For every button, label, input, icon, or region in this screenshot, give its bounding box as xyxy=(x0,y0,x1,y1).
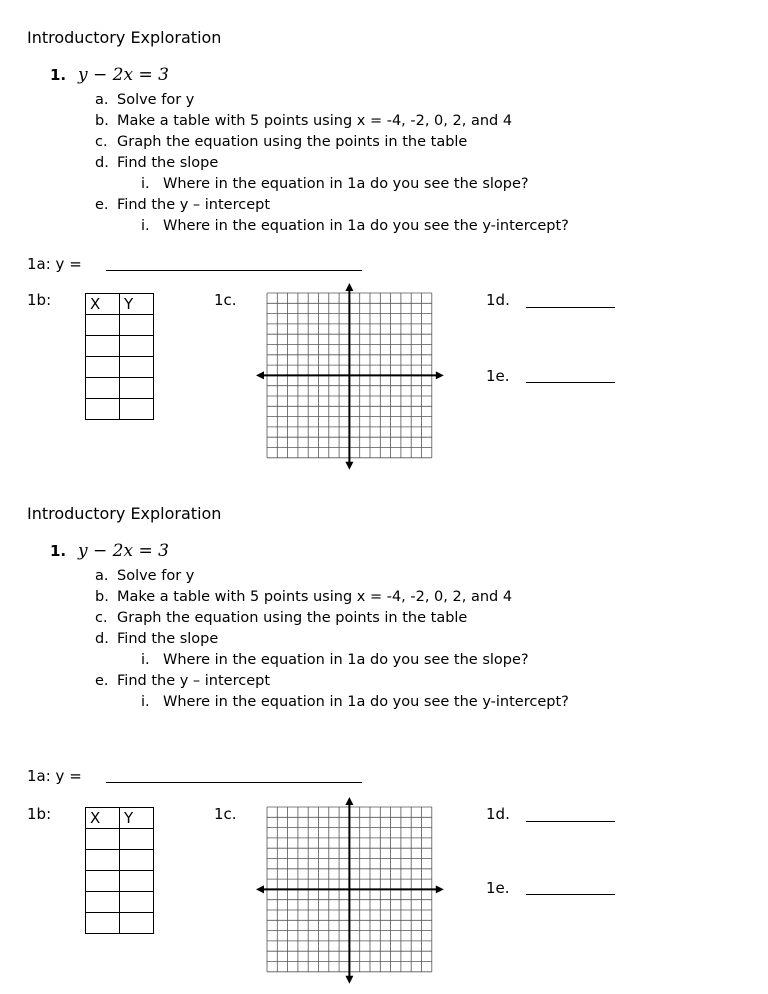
xy-table xyxy=(85,807,154,934)
answer-1c-label: 1c. xyxy=(214,805,237,823)
answer-1b-label: 1b: xyxy=(27,291,52,309)
part-d-text: Find the slope xyxy=(117,631,219,647)
y-axis-arrow-down-icon xyxy=(345,462,353,470)
table-cell[interactable] xyxy=(86,892,120,913)
part-e-text: Find the y – intercept xyxy=(117,197,271,213)
part-d-i-label: i. xyxy=(141,176,150,192)
part-c-label: c. xyxy=(95,134,108,150)
part-e-label: e. xyxy=(95,673,109,689)
answer-1a-blank[interactable] xyxy=(106,782,362,783)
part-e-i-text: Where in the equation in 1a do you see the y-intercept? xyxy=(163,218,569,234)
part-e-text: Find the y – intercept xyxy=(117,673,271,689)
table-cell[interactable] xyxy=(120,357,154,378)
x-axis-arrow-left-icon xyxy=(256,371,264,379)
table-row xyxy=(86,892,154,913)
table-cell[interactable] xyxy=(120,829,154,850)
part-a-label: a. xyxy=(95,92,109,108)
part-c-text: Graph the equation using the points in the table xyxy=(117,610,468,626)
table-header-row xyxy=(86,294,154,315)
table-cell[interactable] xyxy=(120,850,154,871)
table-cell[interactable] xyxy=(86,913,120,934)
table-cell[interactable] xyxy=(120,399,154,420)
x-axis-arrow-right-icon xyxy=(436,885,444,893)
part-e-label: e. xyxy=(95,197,109,213)
part-d-text: Find the slope xyxy=(117,155,219,171)
y-axis-arrow-down-icon xyxy=(345,976,353,984)
table-cell[interactable] xyxy=(86,378,120,399)
part-a-label: a. xyxy=(95,568,109,584)
problem-number: 1. xyxy=(50,66,67,84)
part-a-text: Solve for y xyxy=(117,92,195,108)
table-cell[interactable] xyxy=(120,378,154,399)
table-row xyxy=(86,871,154,892)
table-header-y: Y xyxy=(120,294,154,315)
answer-1d-blank[interactable] xyxy=(526,821,615,822)
answer-1e-blank[interactable] xyxy=(526,382,615,383)
coordinate-grid[interactable] xyxy=(256,283,446,471)
table-row xyxy=(86,913,154,934)
answer-1a-blank[interactable] xyxy=(106,270,362,271)
answer-1a-label: 1a: y = xyxy=(27,255,82,273)
table-row xyxy=(86,850,154,871)
table-cell[interactable] xyxy=(120,336,154,357)
answer-1c-label: 1c. xyxy=(214,291,237,309)
table-cell[interactable] xyxy=(86,871,120,892)
part-b-text: Make a table with 5 points using x = -4, -2, 0, 2, and 4 xyxy=(117,589,513,605)
answer-1e-label: 1e. xyxy=(486,367,510,385)
problem-equation: y − 2x = 3 xyxy=(78,541,169,561)
part-b-label: b. xyxy=(95,589,109,605)
section-heading: Introductory Exploration xyxy=(27,28,222,47)
section-heading: Introductory Exploration xyxy=(27,504,222,523)
table-cell[interactable] xyxy=(86,399,120,420)
answer-1d-label: 1d. xyxy=(486,291,510,309)
table-cell[interactable] xyxy=(120,913,154,934)
x-axis-arrow-left-icon xyxy=(256,885,264,893)
part-d-i-label: i. xyxy=(141,652,150,668)
y-axis-arrow-up-icon xyxy=(345,797,353,805)
answer-1d-blank[interactable] xyxy=(526,307,615,308)
x-axis-arrow-right-icon xyxy=(436,371,444,379)
table-cell[interactable] xyxy=(86,357,120,378)
part-d-i-text: Where in the equation in 1a do you see the slope? xyxy=(163,652,529,668)
table-cell[interactable] xyxy=(120,315,154,336)
part-e-i-text: Where in the equation in 1a do you see the y-intercept? xyxy=(163,694,569,710)
xy-table xyxy=(85,293,154,420)
table-cell[interactable] xyxy=(86,850,120,871)
table-cell[interactable] xyxy=(120,871,154,892)
part-c-text: Graph the equation using the points in the table xyxy=(117,134,468,150)
table-header-row xyxy=(86,808,154,829)
answer-1e-label: 1e. xyxy=(486,879,510,897)
y-axis-arrow-up-icon xyxy=(345,283,353,291)
answer-1d-label: 1d. xyxy=(486,805,510,823)
table-row xyxy=(86,399,154,420)
table-header-x: X xyxy=(86,294,120,315)
answer-1e-blank[interactable] xyxy=(526,894,615,895)
table-header-x: X xyxy=(86,808,120,829)
part-c-label: c. xyxy=(95,610,108,626)
problem-number: 1. xyxy=(50,542,67,560)
answer-1a-label: 1a: y = xyxy=(27,767,82,785)
table-row xyxy=(86,829,154,850)
table-cell[interactable] xyxy=(86,336,120,357)
problem-equation: y − 2x = 3 xyxy=(78,65,169,85)
part-d-label: d. xyxy=(95,631,109,647)
coordinate-grid[interactable] xyxy=(256,797,446,985)
part-d-label: d. xyxy=(95,155,109,171)
table-row xyxy=(86,357,154,378)
table-cell[interactable] xyxy=(86,829,120,850)
table-row xyxy=(86,378,154,399)
answer-1b-label: 1b: xyxy=(27,805,52,823)
part-e-i-label: i. xyxy=(141,218,150,234)
table-header-y: Y xyxy=(120,808,154,829)
part-b-text: Make a table with 5 points using x = -4, -2, 0, 2, and 4 xyxy=(117,113,513,129)
part-b-label: b. xyxy=(95,113,109,129)
part-e-i-label: i. xyxy=(141,694,150,710)
table-cell[interactable] xyxy=(120,892,154,913)
exploration-section-2 xyxy=(0,476,768,973)
table-row xyxy=(86,336,154,357)
part-d-i-text: Where in the equation in 1a do you see the slope? xyxy=(163,176,529,192)
part-a-text: Solve for y xyxy=(117,568,195,584)
table-cell[interactable] xyxy=(86,315,120,336)
table-row xyxy=(86,315,154,336)
